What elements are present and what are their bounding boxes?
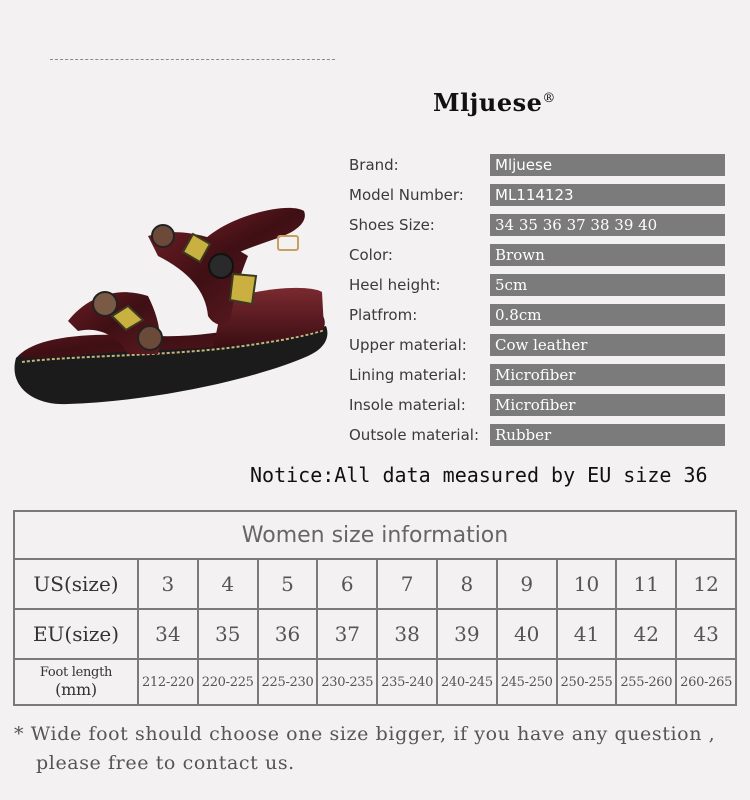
size-cell: 230-235 — [317, 659, 377, 705]
spec-label: Heel height: — [349, 276, 441, 294]
spec-label: Upper material: — [349, 336, 467, 354]
measurement-notice: Notice:All data measured by EU size 36 — [250, 463, 708, 487]
size-cell: 235-240 — [377, 659, 437, 705]
size-table-title: Women size information — [14, 511, 736, 559]
spec-value: Cow leather — [490, 334, 725, 356]
spec-value: Microfiber — [490, 394, 725, 416]
size-cell: 38 — [377, 609, 437, 659]
size-cell: 220-225 — [198, 659, 258, 705]
size-cell: 260-265 — [676, 659, 736, 705]
spec-label: Brand: — [349, 156, 399, 174]
row-header — [14, 659, 138, 705]
sandal-product-image — [8, 196, 338, 416]
spec-value: Microfiber — [490, 364, 725, 386]
spec-value: Mljuese — [490, 154, 725, 176]
size-cell: 3 — [138, 559, 198, 609]
size-cell: 34 — [138, 609, 198, 659]
size-cell: 43 — [676, 609, 736, 659]
size-cell: 7 — [377, 559, 437, 609]
spec-label: Platfrom: — [349, 306, 418, 324]
size-cell: 245-250 — [497, 659, 557, 705]
size-cell: 40 — [497, 609, 557, 659]
spec-label: Lining material: — [349, 366, 467, 384]
foot-length-unit: (mm) — [55, 680, 97, 699]
decorative-dashed-line — [50, 59, 335, 60]
size-cell: 12 — [676, 559, 736, 609]
row-header: US(size) — [14, 559, 138, 609]
size-cell: 11 — [616, 559, 676, 609]
note-line-2: please free to contact us. — [36, 752, 295, 774]
size-cell: 255-260 — [616, 659, 676, 705]
size-cell: 225-230 — [258, 659, 318, 705]
size-cell: 37 — [317, 609, 377, 659]
eu-size-row — [14, 609, 736, 659]
spec-label: Color: — [349, 246, 393, 264]
spec-value: Rubber — [490, 424, 725, 446]
size-cell: 6 — [317, 559, 377, 609]
note-line-1: * Wide foot should choose one size bigger, if you have any question , — [14, 723, 716, 745]
size-cell: 42 — [616, 609, 676, 659]
size-cell: 250-255 — [557, 659, 617, 705]
size-cell: 4 — [198, 559, 258, 609]
us-size-row — [14, 559, 736, 609]
size-cell: 36 — [258, 609, 318, 659]
size-cell: 5 — [258, 559, 318, 609]
row-header: EU(size) — [14, 609, 138, 659]
size-cell: 10 — [557, 559, 617, 609]
foot-length-row — [14, 659, 736, 705]
spec-label: Shoes Size: — [349, 216, 435, 234]
spec-value: 5cm — [490, 274, 725, 296]
brand-logo: Mljuese® — [433, 88, 556, 117]
size-cell: 41 — [557, 609, 617, 659]
spec-value: 34 35 36 37 38 39 40 — [490, 214, 725, 236]
foot-length-label: Foot length — [39, 665, 113, 680]
size-cell: 212-220 — [138, 659, 198, 705]
size-table — [13, 510, 737, 706]
spec-label: Model Number: — [349, 186, 464, 204]
spec-label: Insole material: — [349, 396, 466, 414]
size-cell: 240-245 — [437, 659, 497, 705]
size-cell: 39 — [437, 609, 497, 659]
spec-value: 0.8cm — [490, 304, 725, 326]
size-cell: 9 — [497, 559, 557, 609]
spec-value: Brown — [490, 244, 725, 266]
size-advice-note — [14, 720, 742, 778]
size-cell: 8 — [437, 559, 497, 609]
size-cell: 35 — [198, 609, 258, 659]
spec-label: Outsole material: — [349, 426, 480, 444]
spec-value: ML114123 — [490, 184, 725, 206]
